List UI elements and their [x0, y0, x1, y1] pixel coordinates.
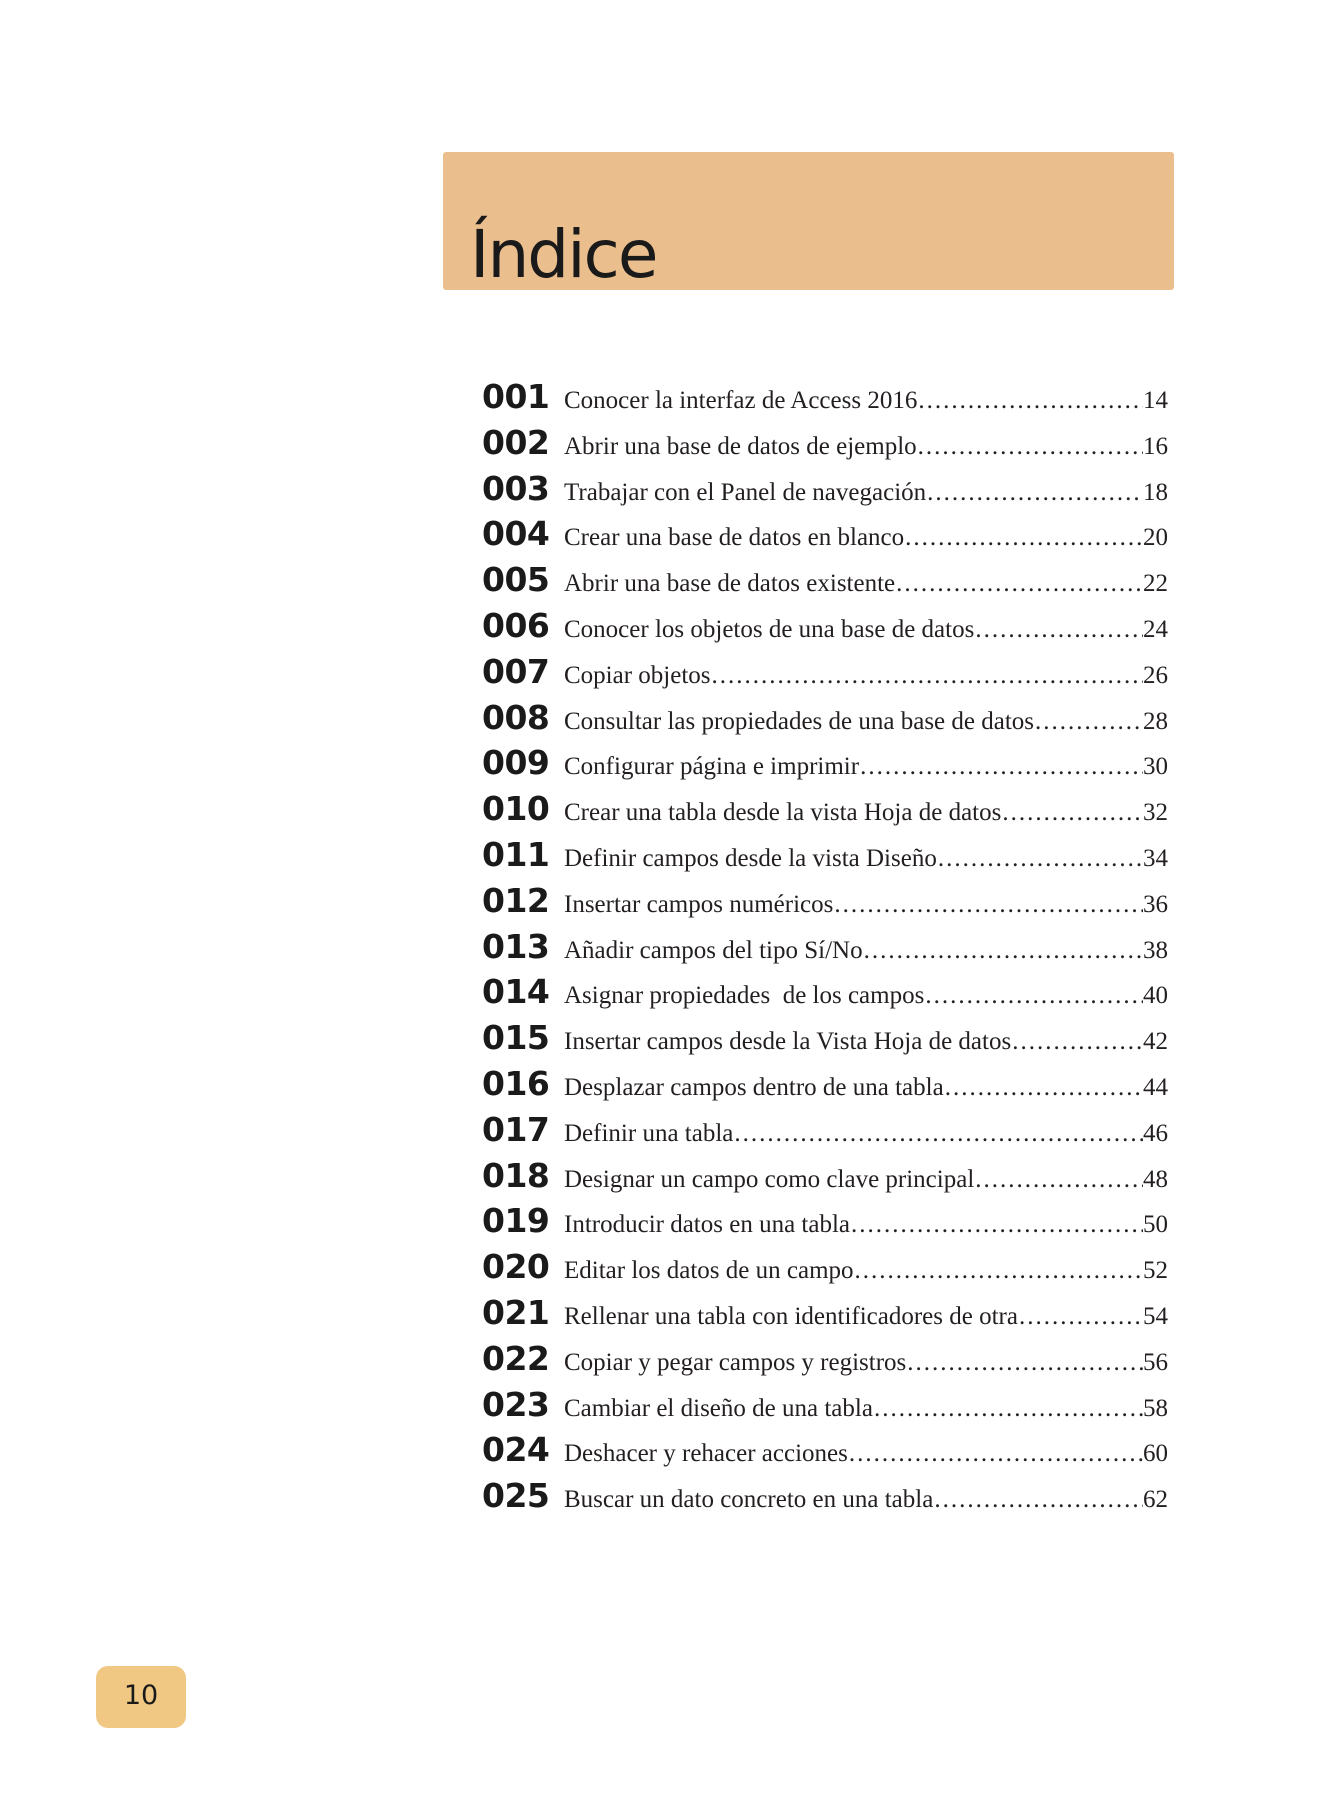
toc-entry-title: Trabajar con el Panel de navegación: [564, 478, 927, 506]
toc-dot-leader: [974, 616, 1143, 644]
page-number-badge: [96, 1666, 186, 1728]
toc-entry-number: 009: [482, 743, 550, 783]
toc-entry[interactable]: [482, 560, 1168, 606]
toc-entry-title: Introducir datos en una tabla: [564, 1211, 851, 1239]
toc-entry[interactable]: [482, 927, 1168, 973]
toc-entry[interactable]: [482, 1247, 1168, 1293]
toc-entry-page: 48: [1143, 1165, 1168, 1193]
toc-entry-title: Definir una tabla: [564, 1119, 734, 1147]
toc-entry-page: 44: [1143, 1073, 1168, 1101]
toc-entry-page: 24: [1143, 615, 1168, 643]
toc-entry-number: 003: [482, 468, 550, 508]
toc-entry-title: Copiar y pegar campos y registros: [564, 1348, 907, 1376]
toc-entry[interactable]: [482, 1339, 1168, 1385]
toc-entry-title: Cambiar el diseño de una tabla: [564, 1394, 873, 1422]
toc-entry-page: 62: [1143, 1486, 1168, 1514]
toc-entry[interactable]: [482, 1385, 1168, 1431]
toc-entry-number: 018: [482, 1155, 550, 1195]
toc-entry[interactable]: [482, 1476, 1168, 1522]
toc-entry-number: 004: [482, 514, 550, 554]
toc-entry-title: Crear una base de datos en blanco: [564, 524, 905, 552]
toc-dot-leader: [1011, 1028, 1143, 1056]
toc-entry-page: 20: [1143, 524, 1168, 552]
toc-entry-number: 025: [482, 1476, 550, 1516]
toc-entry-page: 32: [1143, 799, 1168, 827]
toc-entry-page: 52: [1143, 1257, 1168, 1285]
toc-entry-title: Copiar objetos: [564, 661, 711, 689]
toc-entry[interactable]: [482, 606, 1168, 652]
toc-entry[interactable]: [482, 743, 1168, 789]
toc-entry-page: 56: [1143, 1348, 1168, 1376]
toc-dot-leader: [859, 753, 1143, 781]
toc-entry-title: Crear una tabla desde la vista Hoja de datos: [564, 799, 1002, 827]
toc-entry-title: Insertar campos numéricos: [564, 890, 834, 918]
toc-entry-title: Editar los datos de un campo: [564, 1257, 854, 1285]
toc-entry-title: Designar un campo como clave principal: [564, 1165, 975, 1193]
toc-dot-leader: [944, 1074, 1143, 1102]
toc-entry-number: 008: [482, 697, 550, 737]
toc-dot-leader: [906, 1349, 1143, 1377]
toc-dot-leader: [917, 433, 1143, 461]
toc-entry[interactable]: [482, 652, 1168, 698]
toc-dot-leader: [733, 1120, 1143, 1148]
page-title: Índice: [470, 216, 657, 293]
toc-entry-page: 40: [1143, 982, 1168, 1010]
toc-entry[interactable]: [482, 1430, 1168, 1476]
toc-entry[interactable]: [482, 1110, 1168, 1156]
toc-entry-number: 005: [482, 560, 550, 600]
toc-entry[interactable]: [482, 469, 1168, 515]
toc-entry-page: 50: [1143, 1211, 1168, 1239]
page-number: 10: [123, 1680, 159, 1711]
toc-dot-leader: [833, 891, 1143, 919]
toc-entry-number: 013: [482, 926, 550, 966]
toc-entry-page: 36: [1143, 890, 1168, 918]
toc-entry-number: 023: [482, 1384, 550, 1424]
toc-dot-leader: [863, 937, 1143, 965]
toc-entry-page: 46: [1143, 1119, 1168, 1147]
toc-entry[interactable]: [482, 698, 1168, 744]
toc-dot-leader: [924, 982, 1143, 1010]
toc-entry-number: 021: [482, 1292, 550, 1332]
toc-entry[interactable]: [482, 789, 1168, 835]
toc-dot-leader: [904, 524, 1143, 552]
toc-entry-page: 16: [1143, 432, 1168, 460]
toc-entry[interactable]: [482, 514, 1168, 560]
toc-entry-number: 022: [482, 1338, 550, 1378]
toc-entry-page: 54: [1143, 1302, 1168, 1330]
toc-entry[interactable]: [482, 835, 1168, 881]
toc-entry[interactable]: [482, 1018, 1168, 1064]
toc-entry-page: 38: [1143, 936, 1168, 964]
toc-dot-leader: [937, 845, 1143, 873]
toc-entry-page: 60: [1143, 1440, 1168, 1468]
toc-entry-page: 34: [1143, 844, 1168, 872]
toc-entry[interactable]: [482, 881, 1168, 927]
toc-entry-title: Conocer los objetos de una base de datos: [564, 615, 975, 643]
toc-entry[interactable]: [482, 423, 1168, 469]
toc-entry-number: 002: [482, 422, 550, 462]
toc-entry[interactable]: [482, 1201, 1168, 1247]
toc-entry-title: Buscar un dato concreto en una tabla: [564, 1486, 934, 1514]
toc-entry-number: 024: [482, 1430, 550, 1470]
toc-entry-title: Insertar campos desde la Vista Hoja de datos: [564, 1028, 1012, 1056]
toc-entry-number: 019: [482, 1201, 550, 1241]
toc-entry[interactable]: [482, 1064, 1168, 1110]
toc-entry-number: 017: [482, 1109, 550, 1149]
toc-dot-leader: [974, 1166, 1143, 1194]
toc-dot-leader: [848, 1440, 1143, 1468]
toc-entry-page: 28: [1143, 707, 1168, 735]
toc-entry-page: 14: [1143, 387, 1168, 414]
toc-entry[interactable]: [482, 972, 1168, 1018]
toc-entry-number: 014: [482, 972, 550, 1012]
toc-entry-title: Abrir una base de datos de ejemplo: [564, 432, 917, 460]
toc-entry-title: Asignar propiedades de los campos: [564, 982, 925, 1010]
title-banner: [443, 152, 1174, 293]
toc-entry[interactable]: [482, 1156, 1168, 1202]
toc-entry-number: 006: [482, 605, 550, 645]
toc-entry-title: Desplazar campos dentro de una tabla: [564, 1073, 944, 1101]
toc-entry-title: Consultar las propiedades de una base de datos: [564, 707, 1035, 735]
toc-entry-number: 007: [482, 651, 550, 691]
toc-dot-leader: [850, 1211, 1143, 1239]
toc-dot-leader: [873, 1395, 1143, 1423]
toc-entry-title: Rellenar una tabla con identificadores de otra: [564, 1302, 1018, 1330]
toc-entry-number: 016: [482, 1063, 550, 1103]
toc-entry-number: 012: [482, 880, 550, 920]
toc-entry-page: 58: [1143, 1394, 1168, 1422]
toc-entry[interactable]: [482, 1293, 1168, 1339]
toc-dot-leader: [926, 479, 1143, 507]
toc-entry-title: Añadir campos del tipo Sí/No: [564, 936, 863, 964]
toc-entry-page: 30: [1143, 753, 1168, 781]
toc-entry-title: Abrir una base de datos existente: [564, 570, 896, 598]
toc-dot-leader: [1018, 1303, 1143, 1331]
toc-entry-number: 011: [482, 834, 550, 874]
toc-entry-number: 001: [482, 377, 550, 416]
toc-entry-title: Conocer la interfaz de Access 2016: [564, 387, 918, 414]
toc-entry-title: Deshacer y rehacer acciones: [564, 1440, 848, 1468]
toc-dot-leader: [895, 570, 1143, 598]
toc-entry-page: 22: [1143, 570, 1168, 598]
toc-entry-page: 42: [1143, 1028, 1168, 1056]
toc-dot-leader: [933, 1486, 1143, 1514]
toc-dot-leader: [917, 387, 1143, 415]
toc-entry-number: 020: [482, 1247, 550, 1287]
toc-entry-title: Configurar página e imprimir: [564, 753, 860, 781]
toc-dot-leader: [1001, 799, 1143, 827]
toc-entry-page: 26: [1143, 661, 1168, 689]
toc-dot-leader: [1034, 708, 1143, 736]
table-of-contents: [482, 377, 1168, 1522]
toc-entry-page: 18: [1143, 478, 1168, 506]
toc-entry-number: 010: [482, 789, 550, 829]
toc-entry-number: 015: [482, 1018, 550, 1058]
toc-dot-leader: [711, 662, 1143, 690]
toc-entry[interactable]: [482, 377, 1168, 423]
toc-entry-title: Definir campos desde la vista Diseño: [564, 844, 937, 872]
toc-dot-leader: [854, 1257, 1143, 1285]
